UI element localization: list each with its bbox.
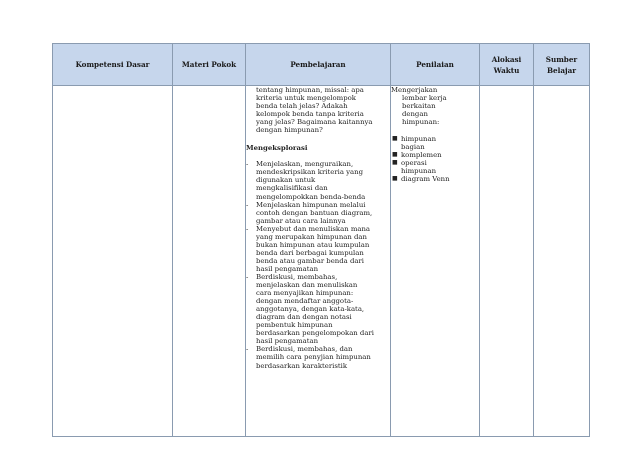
cell-sumber-belajar bbox=[534, 86, 590, 437]
item-line: dengan mendaftar anggota- bbox=[256, 297, 354, 306]
topic-line: himpunan bbox=[401, 167, 437, 176]
item-line: memilih cara penyjian himpunan bbox=[256, 353, 371, 362]
item-line: bukan himpunan atau kumpulan bbox=[256, 240, 370, 249]
penilaian-line: lembar kerja bbox=[402, 94, 447, 103]
dash-marker: - bbox=[246, 200, 249, 209]
header-kompetensi-dasar: Kompetensi Dasar bbox=[53, 44, 173, 86]
item-line: Berdiskusi, membahas, bbox=[256, 272, 338, 281]
header-materi-pokok: Materi Pokok bbox=[173, 44, 246, 86]
item-line: cara menyajikan himpunan: bbox=[256, 289, 354, 298]
item-line: menjelaskan dan menuliskan bbox=[256, 281, 358, 290]
intro-line: benda telah jelas? Adakah bbox=[256, 102, 348, 111]
activity-list bbox=[246, 160, 390, 369]
intro-line: tentang himpunan, missal: apa bbox=[256, 86, 364, 94]
header-alokasi-line1: Alokasi bbox=[491, 54, 522, 64]
topic-line: operasi bbox=[401, 159, 427, 168]
item-line: pembentuk himpunan bbox=[256, 321, 333, 330]
bullet-square-icon: ■ bbox=[392, 135, 398, 143]
item-line: Berdiskusi, membahas, dan bbox=[256, 345, 353, 354]
list-item bbox=[392, 151, 479, 159]
header-sumber-line1: Sumber bbox=[545, 54, 578, 64]
item-line: mengelompokkan benda-benda bbox=[256, 192, 366, 201]
syllabus-table bbox=[52, 43, 590, 437]
penilaian-lead: Mengerjakan bbox=[391, 86, 438, 94]
cell-materi-pokok bbox=[173, 86, 249, 437]
intro-line: kriteria untuk mengelompok bbox=[256, 94, 356, 103]
section-heading-mengeksplorasi: Mengeksplorasi bbox=[246, 144, 308, 153]
header-sumber-belajar bbox=[534, 44, 590, 86]
header-sumber-line2: Belajar bbox=[546, 65, 577, 75]
item-line: berdasarkan karakteristik bbox=[256, 361, 348, 370]
list-item bbox=[246, 225, 390, 273]
topic-line: diagram Venn bbox=[401, 175, 450, 184]
pembelajaran-intro bbox=[256, 86, 390, 134]
item-line: hasil pengamatan bbox=[256, 337, 319, 346]
item-line: mendeskripsikan kriteria yang bbox=[256, 168, 363, 177]
bullet-square-icon: ■ bbox=[392, 159, 398, 167]
cell-alokasi-waktu bbox=[480, 86, 534, 437]
intro-line: yang jelas? Bagaimana kaitannya bbox=[256, 118, 373, 127]
cell-pembelajaran bbox=[246, 86, 391, 437]
item-line: digunakan untuk bbox=[256, 176, 316, 185]
list-item bbox=[392, 135, 479, 151]
bullet-square-icon: ■ bbox=[392, 151, 398, 159]
list-item bbox=[246, 201, 390, 225]
item-line: diagram dan dengan notasi bbox=[256, 313, 352, 322]
intro-line: dengan himpunan? bbox=[256, 126, 323, 135]
item-line: mengkalisifikasi dan bbox=[256, 184, 328, 193]
penilaian-line: himpunan: bbox=[402, 118, 440, 127]
dash-marker: - bbox=[246, 345, 249, 354]
item-line: anggotanya, dengan kata-kata, bbox=[256, 305, 365, 314]
item-line: gambar atau cara lainnya bbox=[256, 216, 346, 225]
item-line: hasil pengamatan bbox=[256, 264, 319, 273]
dash-marker: - bbox=[246, 160, 249, 169]
table-row bbox=[53, 86, 590, 437]
header-row bbox=[53, 44, 590, 86]
list-item bbox=[392, 175, 479, 183]
cell-penilaian bbox=[391, 86, 480, 437]
item-line: Menjelaskan, menguraikan, bbox=[256, 160, 354, 169]
penilaian-description bbox=[402, 94, 479, 126]
item-line: benda dari berbagai kumpulan bbox=[256, 248, 364, 257]
item-line: Menyebut dan menuliskan mana bbox=[256, 224, 371, 233]
dash-marker: - bbox=[246, 224, 249, 233]
topic-line: himpunan bbox=[401, 135, 437, 144]
list-item bbox=[246, 160, 390, 200]
item-line: Menjelaskan himpunan melalui bbox=[256, 200, 366, 209]
header-penilaian: Penilaian bbox=[391, 44, 480, 86]
item-line: benda atau gambar benda dari bbox=[256, 256, 364, 265]
header-alokasi-line2: Waktu bbox=[493, 65, 520, 75]
penilaian-topic-list bbox=[391, 135, 479, 183]
dash-marker: - bbox=[246, 272, 249, 281]
penilaian-line: berkaitan bbox=[402, 102, 436, 111]
list-item bbox=[392, 159, 479, 175]
header-alokasi-waktu bbox=[480, 44, 534, 86]
list-item bbox=[246, 345, 390, 369]
item-line: contoh dengan bantuan diagram, bbox=[256, 208, 373, 217]
item-line: yang merupakan himpunan dan bbox=[256, 232, 367, 241]
topic-line: bagian bbox=[401, 143, 425, 152]
cell-kompetensi-dasar bbox=[53, 86, 173, 437]
penilaian-line: dengan bbox=[402, 110, 428, 119]
list-item bbox=[246, 273, 390, 345]
item-line: berdasarkan pengelompokan dari bbox=[256, 329, 374, 338]
bullet-square-icon: ■ bbox=[392, 175, 398, 183]
header-pembelajaran: Pembelajaran bbox=[246, 44, 391, 86]
intro-line: kelompok benda tanpa kriteria bbox=[256, 110, 364, 119]
topic-line: komplemen bbox=[401, 151, 442, 160]
